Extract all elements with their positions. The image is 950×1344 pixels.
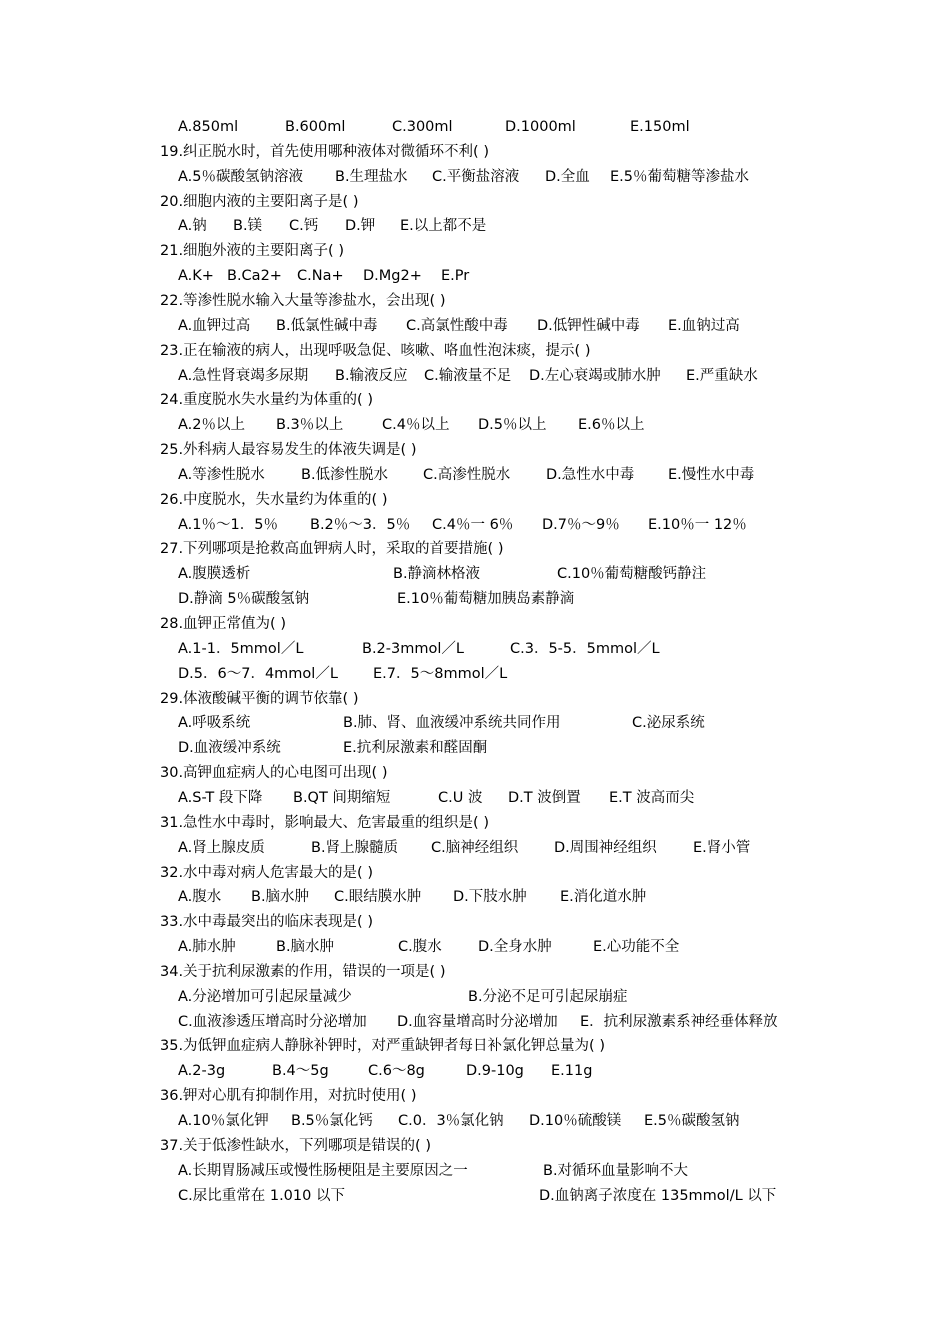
options-row (0, 935, 950, 960)
answer-option: A.呼吸系统 (178, 715, 251, 732)
question-text: 33.水中毒最突出的临床表现是( ) (160, 914, 373, 931)
question-text: 31.急性水中毒时，影响最大、危害最重的组织是( ) (160, 814, 489, 831)
answer-option: E.抗利尿激素和醛固酮 (343, 740, 488, 757)
answer-option: B.2-3mmol／L (362, 640, 464, 657)
options-row (0, 413, 950, 438)
answer-option: B.对循环血量影响不大 (543, 1162, 689, 1179)
answer-option: E.心功能不全 (593, 939, 680, 956)
answer-option: A.850ml (178, 119, 239, 135)
answer-option: A.5％碳酸氢钠溶液 (178, 168, 303, 185)
question-text: 28.血钾正常值为( ) (160, 616, 286, 632)
answer-option: B.生理盐水 (335, 168, 408, 185)
answer-option: E.严重缺水 (686, 367, 758, 384)
options-row (0, 562, 950, 587)
answer-option: D.低钾性碱中毒 (537, 317, 640, 334)
answer-option: A.血钾过高 (178, 317, 251, 334)
answer-option: E.11g (551, 1063, 593, 1080)
options-row (0, 662, 950, 687)
answer-option: D.血容量增高时分泌增加 (397, 1013, 558, 1030)
answer-option: C.U 波 (438, 789, 483, 806)
answer-option: C.4％以上 (382, 417, 450, 434)
answer-option: B.5％氯化钙 (291, 1113, 373, 1129)
answer-option: C.6～8g (368, 1063, 425, 1080)
answer-option: B.低氯性碱中毒 (276, 317, 378, 334)
answer-option: A.长期胃肠减压或慢性肠梗阻是主要原因之一 (178, 1162, 468, 1179)
question-text: 19.纠正脱水时，首先使用哪种液体对微循环不利( ) (160, 143, 489, 160)
answer-option: E．抗利尿激素系神经垂体释放 (580, 1013, 778, 1030)
options-row (0, 1010, 950, 1035)
answer-option: C.血液渗透压增高时分泌增加 (178, 1013, 367, 1030)
answer-option: D.1000ml (505, 119, 576, 135)
answer-option: E.Pr (441, 268, 470, 285)
answer-option: C.钙 (289, 218, 319, 235)
options-row (0, 885, 950, 910)
question-text: 23.正在输液的病人，出现呼吸急促、咳嗽、咯血性泡沫痰，提示( ) (160, 342, 591, 359)
answer-option: C.300ml (392, 119, 453, 135)
answer-option: A.2％以上 (178, 417, 245, 434)
answer-option: E.7．5～8mmol／L (373, 665, 508, 682)
question-text: 24.重度脱水失水量约为体重的( ) (160, 392, 373, 409)
answer-option: C.尿比重常在 1.010 以下 (178, 1187, 345, 1204)
answer-option: E.6％以上 (578, 417, 645, 434)
answer-option: C.4％一 6％ (432, 516, 514, 533)
answer-option: C.脑神经组织 (431, 839, 519, 856)
question-text: 22.等渗性脱水输入大量等渗盐水，会出现( ) (160, 292, 446, 309)
answer-option: C.Na+ (297, 268, 344, 285)
answer-option: E.10％葡萄糖加胰岛素静滴 (397, 591, 575, 608)
answer-option: C.3．5-5．5mmol／L (510, 640, 660, 657)
answer-option: D.血钠离子浓度在 135mmol/L 以下 (539, 1187, 777, 1204)
answer-option: E.消化道水肿 (560, 889, 647, 906)
options-row (0, 1109, 950, 1134)
answer-option: A.K+ (178, 268, 214, 285)
options-row (0, 985, 950, 1010)
answer-option: B.静滴林格液 (393, 566, 481, 583)
answer-option: E.150ml (630, 119, 690, 135)
answer-option: B.2％～3．5％ (310, 516, 411, 533)
answer-option: A.肺水肿 (178, 939, 236, 956)
options-row (0, 364, 950, 389)
options-row (0, 587, 950, 612)
answer-option: E.以上都不是 (400, 218, 487, 235)
answer-option: D.10％硫酸镁 (529, 1113, 622, 1129)
options-row (0, 1184, 950, 1209)
answer-option: B.低渗性脱水 (301, 466, 389, 483)
answer-option: A.等渗性脱水 (178, 466, 265, 483)
answer-option: A.急性肾衰竭多尿期 (178, 367, 309, 384)
options-row (0, 711, 950, 736)
answer-option: A.腹水 (178, 889, 222, 906)
answer-option: C.平衡盐溶液 (432, 168, 520, 185)
options-row (0, 165, 950, 190)
options-row (0, 214, 950, 239)
question-text: 32.水中毒对病人危害最大的是( ) (160, 864, 373, 881)
answer-option: D.钾 (345, 218, 376, 235)
question-text: 36.钾对心肌有抑制作用，对抗时使用( ) (160, 1088, 417, 1105)
question-text: 20.细胞内液的主要阳离子是( ) (160, 193, 359, 210)
answer-option: A.腹膜透析 (178, 566, 251, 583)
answer-option: D.周围神经组织 (554, 839, 657, 856)
answer-option: E.慢性水中毒 (668, 466, 755, 483)
answer-option: C.泌尿系统 (632, 715, 705, 732)
answer-option: E.10％一 12％ (648, 516, 747, 533)
answer-option: E.T 波高而尖 (609, 789, 695, 806)
options-row (0, 1059, 950, 1084)
question-text: 26.中度脱水，失水量约为体重的( ) (160, 491, 388, 508)
answer-option: B.脑水肿 (276, 939, 335, 956)
answer-option: B.肺、肾、血液缓冲系统共同作用 (343, 715, 561, 732)
question-text: 35.为低钾血症病人静脉补钾时，对严重缺钾者每日补氯化钾总量为( ) (160, 1038, 605, 1055)
answer-option: A.1-1．5mmol／L (178, 640, 304, 657)
answer-option: A.钠 (178, 218, 207, 235)
answer-option: D.静滴 5％碳酸氢钠 (178, 591, 310, 608)
answer-option: B.3％以上 (276, 417, 344, 434)
answer-option: D.5．6～7．4mmol／L (178, 665, 338, 682)
question-text: 21.细胞外液的主要阳离子( ) (160, 243, 344, 260)
question-text: 29.体液酸碱平衡的调节依靠( ) (160, 690, 359, 707)
answer-option: D.7％～9％ (542, 516, 620, 533)
options-row (0, 264, 950, 289)
options-row (0, 736, 950, 761)
answer-option: D.下肢水肿 (453, 889, 527, 906)
options-row (0, 786, 950, 811)
answer-option: E.5％葡萄糖等渗盐水 (610, 168, 749, 185)
question-text: 25.外科病人最容易发生的体液失调是( ) (160, 442, 417, 459)
answer-option: D.9-10g (466, 1063, 524, 1080)
options-row (0, 115, 950, 140)
options-row (0, 1159, 950, 1184)
options-row (0, 463, 950, 488)
answer-option: D.全血 (545, 168, 590, 185)
question-text: 27.下列哪项是抢救高血钾病人时，采取的首要措施( ) (160, 541, 504, 558)
question-text: 30.高钾血症病人的心电图可出现( ) (160, 765, 388, 782)
answer-option: D.Mg2+ (363, 268, 422, 285)
options-row (0, 513, 950, 538)
answer-option: A.分泌增加可引起尿量减少 (178, 988, 352, 1005)
options-row (0, 637, 950, 662)
question-text: 37.关于低渗性缺水，下列哪项是错误的( ) (160, 1137, 431, 1154)
answer-option: A.1％～1．5％ (178, 516, 278, 533)
answer-option: C.高氯性酸中毒 (406, 317, 508, 334)
answer-option: B.4～5g (272, 1063, 329, 1080)
answer-option: B.600ml (285, 119, 346, 135)
answer-option: B.QT 间期缩短 (293, 789, 391, 806)
answer-option: D.左心衰竭或肺水肿 (529, 367, 661, 384)
answer-option: B.肾上腺髓质 (311, 839, 399, 856)
options-row (0, 314, 950, 339)
answer-option: A.S-T 段下降 (178, 789, 263, 806)
question-text: 34.关于抗利尿激素的作用，错误的一项是( ) (160, 963, 446, 980)
options-row (0, 836, 950, 861)
answer-option: D.T 波倒置 (508, 789, 581, 806)
answer-option: D.急性水中毒 (546, 466, 635, 483)
answer-option: B.镁 (233, 218, 263, 235)
answer-option: B.脑水肿 (251, 889, 310, 906)
answer-option: C.输液量不足 (424, 367, 512, 384)
answer-option: D.血液缓冲系统 (178, 740, 281, 757)
answer-option: A.2-3g (178, 1063, 226, 1080)
answer-option: A.肾上腺皮质 (178, 839, 265, 856)
answer-option: C.高渗性脱水 (423, 466, 511, 483)
answer-option: D.5％以上 (478, 417, 547, 434)
answer-option: C.眼结膜水肿 (334, 889, 422, 906)
answer-option: E.肾小管 (693, 839, 751, 856)
answer-option: E.血钠过高 (668, 317, 740, 334)
answer-option: B.Ca2+ (227, 268, 282, 285)
answer-option: A.10％氯化钾 (178, 1113, 269, 1129)
answer-option: B.输液反应 (335, 367, 408, 384)
answer-option: D.全身水肿 (478, 939, 552, 956)
answer-option: E.5％碳酸氢钠 (644, 1113, 740, 1129)
answer-option: C.腹水 (398, 939, 442, 956)
answer-option: C.10％葡萄糖酸钙静注 (557, 566, 707, 583)
answer-option: B.分泌不足可引起尿崩症 (468, 988, 628, 1005)
answer-option: C.0．3％氯化钠 (398, 1113, 504, 1129)
